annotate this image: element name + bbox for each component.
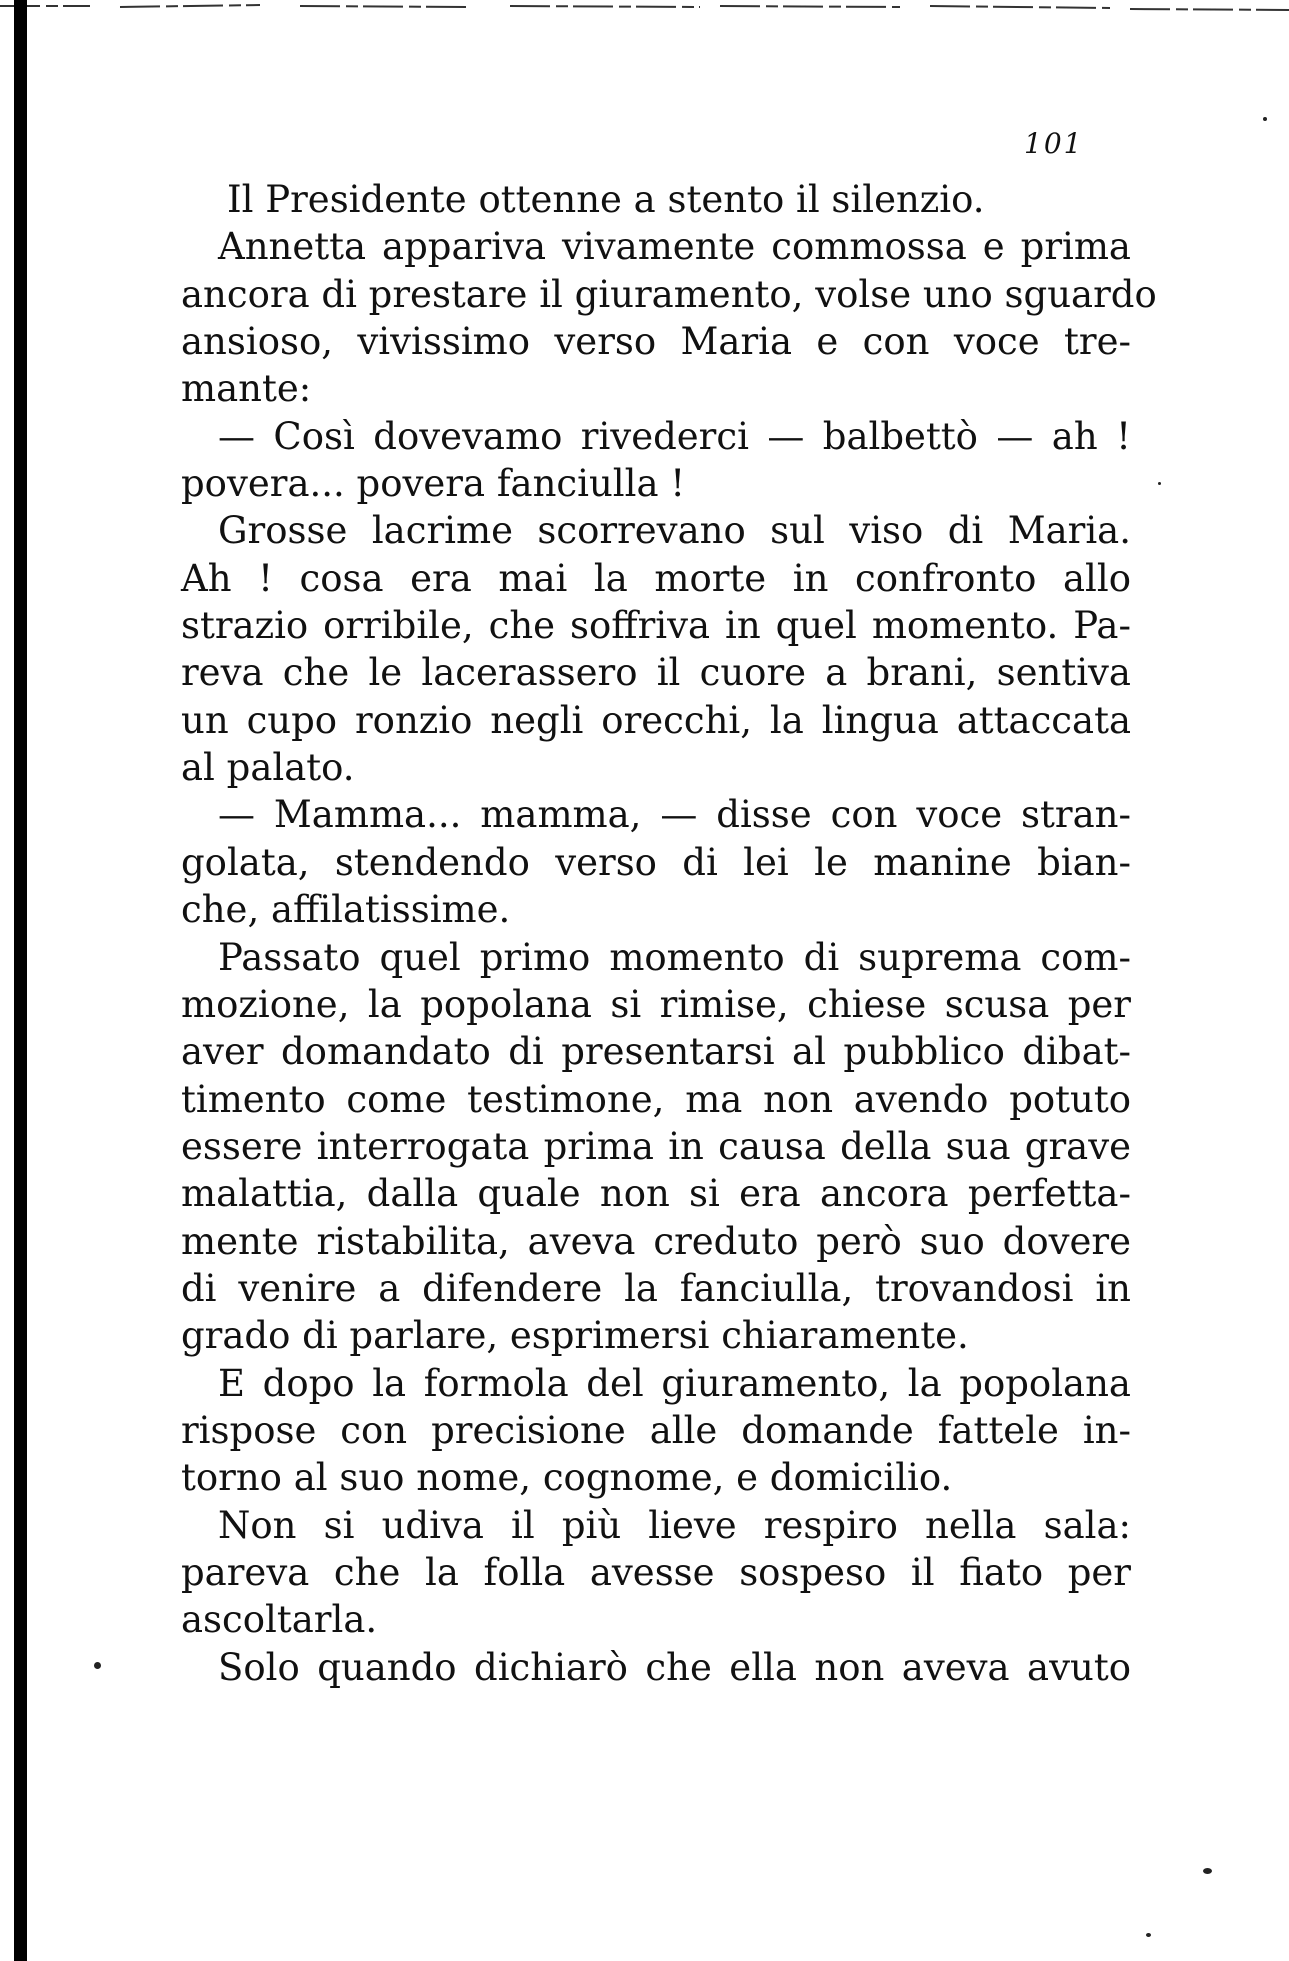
body-text: [181, 176, 1157, 1691]
text-line: ansioso, vivissimo verso Maria e con voce tre-: [181, 320, 1131, 364]
scan-speck: [1158, 482, 1161, 485]
text-line: che, affilatissime.: [181, 888, 511, 932]
text-line: aver domandato di presentarsi al pubblico dibat-: [181, 1030, 1131, 1074]
text-line: — Mamma... mamma, — disse con voce stran-: [218, 793, 1131, 837]
text-line: malattia, dalla quale non si era ancora perfetta-: [181, 1172, 1131, 1216]
text-line: Il Presidente ottenne a stento il silenzio.: [227, 178, 985, 221]
scan-speck: [1203, 1868, 1212, 1874]
text-line: mante:: [181, 367, 312, 411]
text-line: Non si udiva il più lieve respiro nella sala:: [218, 1503, 1131, 1547]
text-line: Grosse lacrime scorrevano sul viso di Maria.: [218, 509, 1131, 553]
scan-speck: [1146, 1933, 1151, 1937]
binding-edge: [14, 0, 27, 1961]
text-line: torno al suo nome, cognome, e domicilio.: [181, 1456, 953, 1500]
text-line: ancora di prestare il giuramento, volse uno sguardo: [181, 272, 1157, 316]
text-line: un cupo ronzio negli orecchi, la lingua attaccata: [181, 698, 1131, 742]
text-line: mozione, la popolana si rimise, chiese scusa per: [181, 982, 1131, 1026]
text-line: Solo quando dichiarò che ella non aveva avuto: [218, 1645, 1131, 1689]
text-line: essere interrogata prima in causa della sua grave: [181, 1124, 1131, 1168]
text-line: rispose con precisione alle domande fattele in-: [181, 1408, 1131, 1452]
text-line: timento come testimone, ma non avendo potuto: [181, 1077, 1131, 1121]
text-line: pareva che la folla avesse sospeso il fiato per: [181, 1550, 1131, 1594]
text-line: Annetta appariva vivamente commossa e prima: [218, 225, 1131, 269]
text-line: mente ristabilita, aveva creduto però suo dovere: [181, 1219, 1131, 1263]
text-line: povera... povera fanciulla !: [181, 462, 686, 506]
text-line: grado di parlare, esprimersi chiaramente.: [181, 1314, 969, 1358]
text-line: — Così dovevamo rivederci — balbettò — ah !: [218, 414, 1131, 458]
text-line: Ah ! cosa era mai la morte in confronto allo: [181, 556, 1131, 600]
text-line: E dopo la formola del giuramento, la popolana: [218, 1361, 1131, 1405]
text-line: reva che le lacerassero il cuore a brani, sentiva: [181, 651, 1131, 695]
text-line: Passato quel primo momento di suprema com-: [218, 935, 1131, 979]
page-number: 101: [1024, 127, 1084, 160]
text-line: di venire a difendere la fanciulla, trovandosi in: [181, 1266, 1131, 1310]
scan-speck: [1263, 117, 1267, 121]
text-line: golata, stendendo verso di lei le manine bian-: [181, 840, 1131, 884]
text-line: ascoltarla.: [181, 1598, 378, 1642]
scan-speck: [94, 1662, 101, 1669]
text-line: al palato.: [181, 746, 355, 790]
top-border-line: [0, 0, 1289, 26]
text-line: strazio orribile, che soffriva in quel momento. Pa-: [181, 604, 1131, 648]
